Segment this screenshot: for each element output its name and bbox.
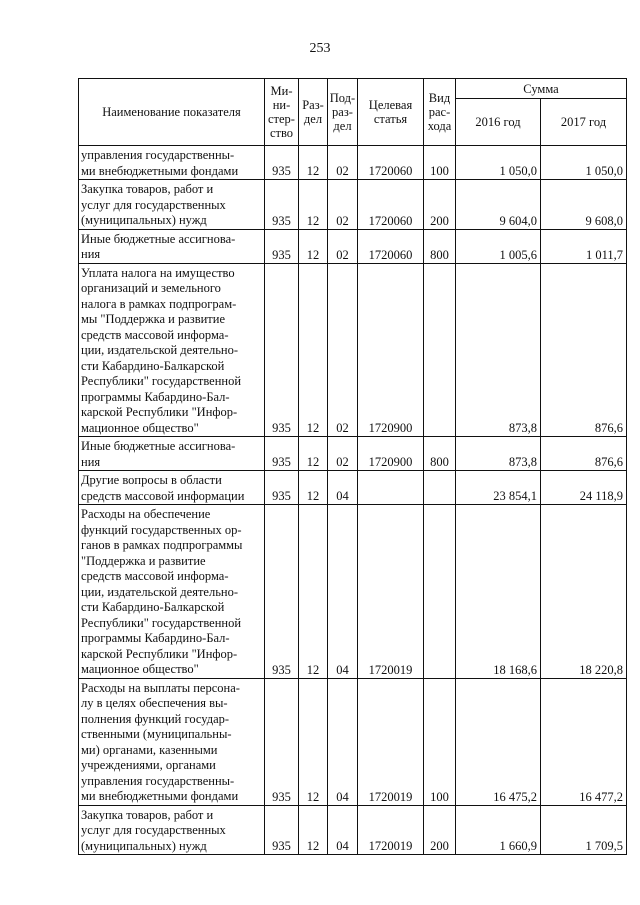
row-name-line: ции, издательской деятельно- bbox=[81, 584, 239, 599]
row-name-cell bbox=[79, 263, 265, 437]
header-line: Раз- bbox=[302, 98, 324, 112]
table-row bbox=[79, 471, 627, 505]
row-name-line: ми внебюджетными фондами bbox=[81, 789, 239, 803]
row-name-line: ми внебюджетными фондами bbox=[81, 163, 239, 178]
section-cell: 12 bbox=[299, 229, 328, 263]
section-cell: 12 bbox=[299, 263, 328, 437]
sum-2016-cell: 1 660,9 bbox=[456, 805, 541, 855]
row-name-line: мы "Поддержка и развитие bbox=[81, 312, 226, 326]
row-name-line: ния bbox=[81, 247, 101, 261]
sum-2017-cell: 18 220,8 bbox=[541, 505, 627, 679]
sum-2016-cell: 1 050,0 bbox=[456, 146, 541, 180]
target-cell: 1720060 bbox=[358, 146, 424, 180]
target-cell: 1720019 bbox=[358, 678, 424, 805]
row-name-cell bbox=[79, 678, 265, 805]
header-target bbox=[358, 79, 424, 146]
header-line: хода bbox=[427, 119, 452, 133]
header-line: Под- bbox=[329, 91, 356, 105]
expense-type-cell: 100 bbox=[424, 146, 456, 180]
target-cell: 1720900 bbox=[358, 263, 424, 437]
sum-2016-cell: 873,8 bbox=[456, 437, 541, 471]
row-name-line: мационное общество" bbox=[81, 420, 199, 435]
target-cell: 1720019 bbox=[358, 805, 424, 855]
row-name-line: лу в целях обеспечения вы- bbox=[81, 696, 228, 710]
header-line: Вид bbox=[428, 91, 451, 105]
header-line: дел bbox=[303, 112, 323, 126]
table-row bbox=[79, 146, 627, 180]
row-name-line: карской Республики "Инфор- bbox=[81, 646, 238, 661]
table-row bbox=[79, 437, 627, 471]
subsection-cell: 02 bbox=[328, 263, 358, 437]
ministry-cell: 935 bbox=[265, 678, 299, 805]
expense-type-cell: 800 bbox=[424, 229, 456, 263]
header-ministry bbox=[265, 79, 299, 146]
header-line: стер- bbox=[268, 112, 295, 126]
sum-2017-cell: 876,6 bbox=[541, 437, 627, 471]
table-row bbox=[79, 229, 627, 263]
row-name-line: Иные бюджетные ассигнова- bbox=[81, 231, 236, 246]
target-cell: 1720019 bbox=[358, 505, 424, 679]
row-name-line: ции, издательской деятельно- bbox=[81, 343, 239, 357]
row-name-cell bbox=[79, 471, 265, 505]
header-line: ни- bbox=[272, 98, 291, 112]
target-cell: 1720060 bbox=[358, 229, 424, 263]
row-name-line: функций государственных ор- bbox=[81, 522, 242, 537]
section-cell: 12 bbox=[299, 505, 328, 679]
budget-table bbox=[78, 78, 627, 855]
section-cell: 12 bbox=[299, 180, 328, 230]
row-name-cell bbox=[79, 505, 265, 679]
target-cell: 1720900 bbox=[358, 437, 424, 471]
subsection-cell: 04 bbox=[328, 471, 358, 505]
row-name-line: "Поддержка и развитие bbox=[81, 553, 206, 568]
header-line: Целевая bbox=[368, 98, 413, 112]
sum-2016-cell: 16 475,2 bbox=[456, 678, 541, 805]
ministry-cell: 935 bbox=[265, 263, 299, 437]
section-cell: 12 bbox=[299, 437, 328, 471]
sum-2017-cell: 24 118,9 bbox=[541, 471, 627, 505]
row-name-line: Расходы на обеспечение bbox=[81, 507, 211, 521]
sum-2017-cell: 16 477,2 bbox=[541, 678, 627, 805]
ministry-cell: 935 bbox=[265, 180, 299, 230]
row-name-line: ми) органами, казенными bbox=[81, 742, 218, 757]
row-name-line: Республики" государственной bbox=[81, 615, 242, 630]
sum-2016-cell: 23 854,1 bbox=[456, 471, 541, 505]
row-name-line: карской Республики "Инфор- bbox=[81, 405, 238, 419]
table-row bbox=[79, 805, 627, 855]
header-subsection bbox=[328, 79, 358, 146]
header-year-2017: 2017 год bbox=[541, 99, 627, 146]
sum-2017-cell: 1 709,5 bbox=[541, 805, 627, 855]
expense-type-cell: 100 bbox=[424, 678, 456, 805]
sum-2016-cell: 9 604,0 bbox=[456, 180, 541, 230]
row-name-line: мационное общество" bbox=[81, 662, 199, 676]
subsection-cell: 02 bbox=[328, 180, 358, 230]
row-name-line: средств массовой информации bbox=[81, 488, 245, 503]
row-name-line: средств массовой информа- bbox=[81, 327, 229, 342]
table-row bbox=[79, 678, 627, 805]
header-year-2016: 2016 год bbox=[456, 99, 541, 146]
expense-type-cell bbox=[424, 471, 456, 505]
page-number: 253 bbox=[309, 41, 331, 56]
row-name-cell bbox=[79, 437, 265, 471]
section-cell: 12 bbox=[299, 678, 328, 805]
row-name-line: ганов в рамках подпрограммы bbox=[81, 538, 243, 552]
table-body bbox=[79, 146, 627, 855]
row-name-line: ния bbox=[81, 454, 101, 469]
header-line: ство bbox=[269, 126, 294, 140]
row-name-cell bbox=[79, 180, 265, 230]
header-name: Наименование показателя bbox=[79, 79, 265, 146]
table-row bbox=[79, 180, 627, 230]
header-section bbox=[299, 79, 328, 146]
row-name-line: полнения функций государ- bbox=[81, 711, 230, 726]
subsection-cell: 04 bbox=[328, 805, 358, 855]
header-line: раз- bbox=[332, 105, 353, 119]
row-name-line: Расходы на выплаты персона- bbox=[81, 680, 240, 695]
header-line: рас- bbox=[428, 105, 451, 119]
row-name-line: Закупка товаров, работ и bbox=[81, 807, 214, 822]
sum-2016-cell: 1 005,6 bbox=[456, 229, 541, 263]
sum-2016-cell: 18 168,6 bbox=[456, 505, 541, 679]
expense-type-cell: 200 bbox=[424, 180, 456, 230]
expense-type-cell: 800 bbox=[424, 437, 456, 471]
section-cell: 12 bbox=[299, 146, 328, 180]
row-name-line: Республики" государственной bbox=[81, 374, 242, 388]
row-name-line: услуг для государственных bbox=[81, 197, 226, 212]
row-name-line: Другие вопросы в области bbox=[81, 473, 222, 487]
header-sum: Сумма bbox=[456, 79, 627, 99]
section-cell: 12 bbox=[299, 471, 328, 505]
row-name-line: программы Кабардино-Бал- bbox=[81, 631, 230, 645]
row-name-line: программы Кабардино-Бал- bbox=[81, 389, 230, 404]
subsection-cell: 02 bbox=[328, 229, 358, 263]
expense-type-cell: 200 bbox=[424, 805, 456, 855]
row-name-line: средств массовой информа- bbox=[81, 569, 229, 583]
sum-2017-cell: 1 050,0 bbox=[541, 146, 627, 180]
subsection-cell: 02 bbox=[328, 437, 358, 471]
table-row bbox=[79, 505, 627, 679]
target-cell: 1720060 bbox=[358, 180, 424, 230]
row-name-line: налога в рамках подпрограм- bbox=[81, 296, 237, 311]
target-cell bbox=[358, 471, 424, 505]
section-cell: 12 bbox=[299, 805, 328, 855]
row-name-line: Уплата налога на имущество bbox=[81, 265, 235, 280]
ministry-cell: 935 bbox=[265, 437, 299, 471]
sum-2017-cell: 9 608,0 bbox=[541, 180, 627, 230]
row-name-line: сти Кабардино-Балкарской bbox=[81, 600, 225, 614]
row-name-line: организаций и земельного bbox=[81, 281, 221, 295]
subsection-cell: 04 bbox=[328, 505, 358, 679]
row-name-line: учреждениями, органами bbox=[81, 758, 216, 772]
subsection-cell: 02 bbox=[328, 146, 358, 180]
row-name-line: сти Кабардино-Балкарской bbox=[81, 358, 225, 373]
sum-2016-cell: 873,8 bbox=[456, 263, 541, 437]
header-line: Ми- bbox=[270, 84, 293, 98]
ministry-cell: 935 bbox=[265, 471, 299, 505]
header-line: статья bbox=[373, 112, 408, 126]
row-name-line: (муниципальных) нужд bbox=[81, 213, 207, 227]
subsection-cell: 04 bbox=[328, 678, 358, 805]
row-name-line: управления государственны- bbox=[81, 148, 235, 162]
header-line: дел bbox=[333, 119, 352, 133]
ministry-cell: 935 bbox=[265, 805, 299, 855]
ministry-cell: 935 bbox=[265, 146, 299, 180]
sum-2017-cell: 1 011,7 bbox=[541, 229, 627, 263]
row-name-cell bbox=[79, 146, 265, 180]
row-name-line: Иные бюджетные ассигнова- bbox=[81, 439, 236, 453]
sum-2017-cell: 876,6 bbox=[541, 263, 627, 437]
header-expense-type bbox=[424, 79, 456, 146]
row-name-line: (муниципальных) нужд bbox=[81, 838, 207, 853]
row-name-cell bbox=[79, 229, 265, 263]
expense-type-cell bbox=[424, 505, 456, 679]
row-name-line: Закупка товаров, работ и bbox=[81, 182, 214, 196]
ministry-cell: 935 bbox=[265, 229, 299, 263]
ministry-cell: 935 bbox=[265, 505, 299, 679]
row-name-line: ственными (муниципальны- bbox=[81, 727, 232, 741]
row-name-line: управления государственны- bbox=[81, 773, 235, 788]
row-name-line: услуг для государственных bbox=[81, 823, 226, 837]
expense-type-cell bbox=[424, 263, 456, 437]
table-row bbox=[79, 263, 627, 437]
row-name-cell bbox=[79, 805, 265, 855]
